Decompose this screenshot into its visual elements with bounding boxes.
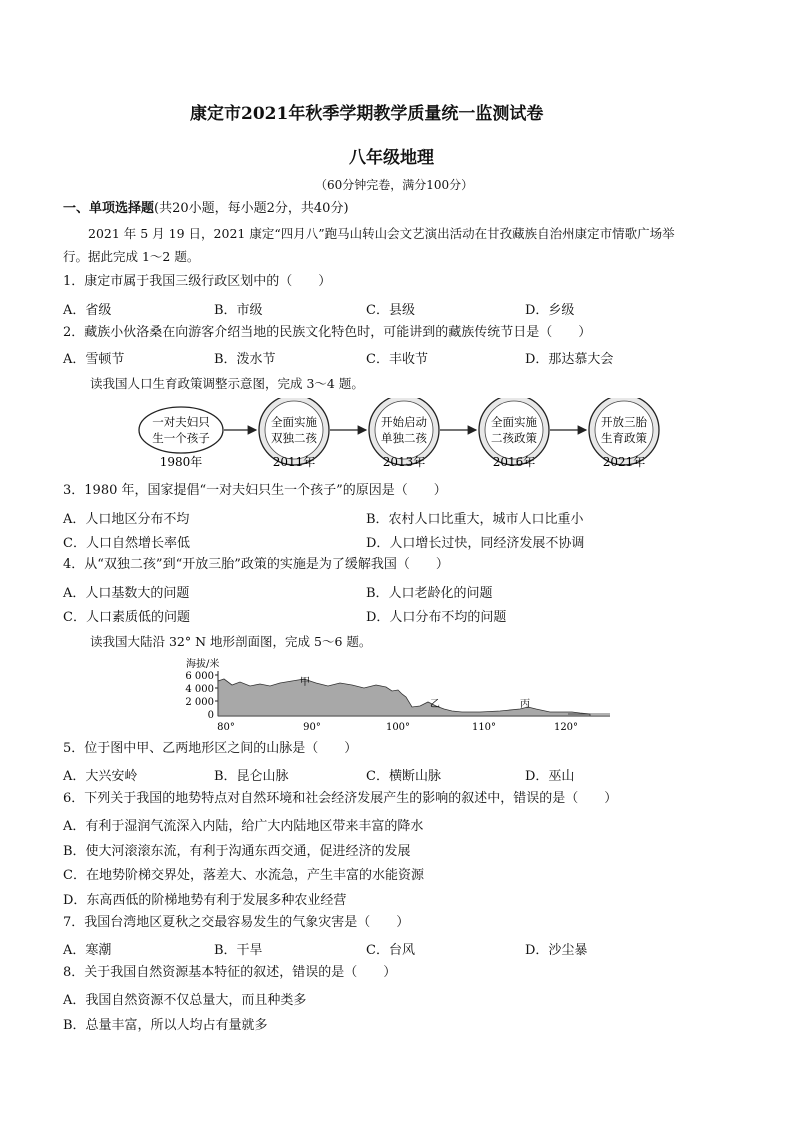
policy-node-2016-line2: 二孩政策 [491,431,537,445]
question-8-option-a: A．我国自然资源不仅总量大，而且种类多 [63,993,307,1008]
profile-x-tick: 90° [303,722,321,733]
policy-node-2021-line2: 生育政策 [601,431,647,445]
policy-flow-diagram [120,398,680,474]
intro-1-line-1: 2021 年 5 月 19 日，2021 康定“四月八”跑马山转山会文艺演出活动在甘孜藏族自治州康定市情歌广场举 [88,226,675,241]
question-4-option-b: B．人口老龄化的问题 [366,586,493,601]
exam-title: 康定市2021年秋季学期教学质量统一监测试卷 [190,104,544,124]
question-8-option-b: B．总量丰富，所以人均占有量就多 [63,1018,268,1033]
policy-node-2016-line1: 全面实施 [491,415,537,429]
question-5-option-a: A．大兴安岭 [63,769,138,784]
question-7-option-c: C．台风 [366,943,415,958]
question-6-option-b: B．使大河滚滚东流，有利于沟通东西交通，促进经济的发展 [63,844,411,859]
intro-3: 读我国大陆沿 32° N 地形剖面图，完成 5～6 题。 [90,634,372,649]
policy-year-2011: 2011年 [272,455,316,469]
question-1-option-a: A．省级 [63,303,112,318]
question-1-option-b: B．市级 [214,303,263,318]
question-7-option-d: D．沙尘暴 [525,943,588,958]
profile-label-jia: 甲 [300,677,310,688]
policy-node-2013-line2: 单独二孩 [381,431,427,445]
policy-node-2011-line2: 双独二孩 [271,431,317,445]
policy-year-2016: 2016年 [492,455,536,469]
profile-x-tick: 80° [217,722,235,733]
profile-y-tick: 4 000 [185,684,214,695]
question-7-option-b: B．干旱 [214,943,263,958]
policy-year-1980: 1980年 [159,455,203,469]
question-6-option-c: C．在地势阶梯交界处，落差大、水流急，产生丰富的水能资源 [63,868,424,883]
question-3-option-d: D．人口增长过快，同经济发展不协调 [366,536,585,551]
policy-node-2011 [259,398,329,469]
question-1-option-d: D．乡级 [525,303,575,318]
profile-y-tick: 2 000 [185,697,214,708]
question-7-stem: 7．我国台湾地区夏秋之交最容易发生的气象灾害是（ ） [63,915,410,930]
question-3-stem: 3．1980 年，国家提倡“一对夫妇只生一个孩子”的原因是（ ） [63,483,447,498]
question-2-option-b: B．泼水节 [214,352,276,367]
policy-node-1980-line2: 生一个孩子 [152,431,210,445]
profile-x-tick: 110° [471,722,497,733]
question-5-stem: 5．位于图中甲、乙两地形区之间的山脉是（ ） [63,741,358,756]
terrain-profile-shape [218,679,590,716]
exam-subtitle: 八年级地理 [349,148,434,168]
question-2-option-a: A．雪顿节 [63,352,125,367]
policy-node-2016 [479,398,549,469]
question-5-option-b: B．昆仑山脉 [214,769,289,784]
profile-y-tick: 6 000 [185,671,214,682]
question-4-option-a: A．人口基数大的问题 [63,586,190,601]
profile-label-yi: 乙 [430,699,440,710]
question-4-option-d: D．人口分布不均的问题 [366,610,507,625]
policy-year-2021: 2021年 [602,455,646,469]
question-4-stem: 4．从“双独二孩”到“开放三胎”政策的实施是为了缓解我国（ ） [63,557,449,572]
policy-node-2013-line1: 开始启动 [381,415,427,429]
intro-2: 读我国人口生育政策调整示意图，完成 3～4 题。 [90,376,364,391]
policy-node-2013 [369,398,439,469]
question-6-option-a: A．有利于湿润气流深入内陆，给广大内陆地区带来丰富的降水 [63,819,424,834]
question-1-option-c: C．县级 [366,303,415,318]
question-6-option-d: D．东高西低的阶梯地势有利于发展多种农业经营 [63,893,347,908]
question-3-option-b: B．农村人口比重大，城市人口比重小 [366,512,584,527]
question-7-option-a: A．寒潮 [63,943,112,958]
question-5-option-d: D．巫山 [525,769,575,784]
question-8-stem: 8．关于我国自然资源基本特征的叙述，错误的是（ ） [63,965,397,980]
profile-x-tick: 120° [553,722,579,733]
profile-label-bing: 丙 [520,699,530,710]
section-heading [63,200,349,218]
question-2-stem: 2．藏族小伙洛桑在向游客介绍当地的民族文化特色时，可能讲到的藏族传统节日是（ ） [63,325,592,340]
terrain-profile [180,655,620,735]
policy-node-2011-line1: 全面实施 [271,415,317,429]
profile-x-tick: 100° [385,722,411,733]
profile-y-label: 海拔/米 [186,659,220,670]
policy-node-2021 [589,398,659,469]
intro-1-line-2: 行。据此完成 1～2 题。 [63,249,200,264]
profile-y-tick: 0 [207,710,214,721]
question-3-option-a: A．人口地区分布不均 [63,512,190,527]
policy-year-2013: 2013年 [382,455,426,469]
question-3-option-c: C．人口自然增长率低 [63,536,190,551]
policy-node-1980-line1: 一对夫妇只 [152,415,210,429]
question-6-stem: 6．下列关于我国的地势特点对自然环境和社会经济发展产生的影响的叙述中，错误的是（ ） [63,791,618,806]
question-2-option-d: D．那达慕大会 [525,352,614,367]
question-2-option-c: C．丰收节 [366,352,428,367]
section-heading-label: 一、单项选择题 [63,201,155,216]
question-1-stem: 1．康定市属于我国三级行政区划中的（ ） [63,274,332,289]
section-heading-note: (共20小题，每小题2分，共40分) [154,201,349,216]
policy-node-2021-line1: 开放三胎 [601,415,647,429]
exam-note: （60分钟完卷，满分100分） [315,178,474,192]
question-4-option-c: C．人口素质低的问题 [63,610,190,625]
question-5-option-c: C．横断山脉 [366,769,441,784]
policy-node-1980 [139,407,223,469]
